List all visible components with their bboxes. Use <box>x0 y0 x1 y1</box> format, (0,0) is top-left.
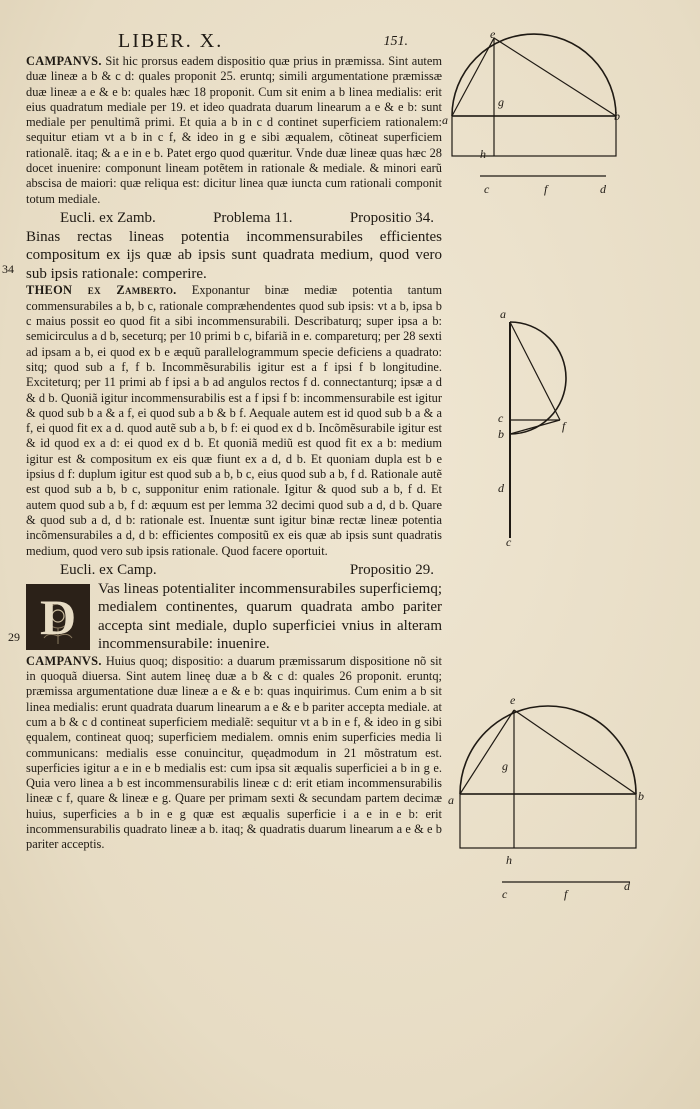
fig3-label-e: e <box>510 693 516 707</box>
running-head: LIBER. X. <box>118 30 224 52</box>
folio-number: 151. <box>383 34 408 49</box>
proposition-statement-34: Binas rectas lineas potentia incommensurabiles efficientes compositum ex ijs quæ ab ipsis sunt quadrata medium, quod vero sub ipsis rationale: comperire. <box>26 228 442 282</box>
margin-number-29: 29 <box>8 630 20 644</box>
fig2-label-f: f <box>562 419 566 433</box>
fig2-label-c-lower: c <box>506 535 512 548</box>
campanus-commentary-1: CAMPANVS. Sit hic prorsus eadem dispositio quæ prius in præmissa. Sint autem duæ lineæ a b & c d: quales proponit 25. eruntq; simili argumentatione præmissæ duæ lineæ a e & e b: quales hæc 18 proponit. Cum sit enim a b linea medialis: erit eius quadratum mediale per 19. et ideo quadrata duarum linearum a e & e b: sunt mediale per penultimã primi. Et quia a b in c d continet superficiem rationalem: sequitur etiam vt a b in c f, & ideo in g e sibi æqualem, cõtineat superficiem rationalẽ. itaq; & a e in e b. Patet ergo quod quæritur. Vnde duæ lineæ quas hæc 28 docet inuenire: componunt lineam potẽtem in rationale & mediale. & minori earũ abscisa de maiori: quæ reliqua est: dicitur linea quæ iuncta cum rationali componit totum mediale. <box>26 54 442 206</box>
fig3-label-f: f <box>564 887 568 901</box>
margin-number-34: 34 <box>2 262 14 276</box>
section-heading-problema: Eucli. ex Zamb. Problema 11. Propositio 34. <box>60 209 434 226</box>
geometric-figure-2 <box>490 308 590 548</box>
fig3-label-c: c <box>502 887 508 901</box>
section-heading-propositio-29: Eucli. ex Camp. Propositio 29. <box>60 561 434 578</box>
theon-commentary: THEON ex Zamberto. Exponantur binæ mediæ potentia tantum commensurabiles a b, b c, rationale compræhendentes quod sub ipsis: vt a b, ipsa b c maius possit eo quod fit a sibi incommensurabili. Describaturq; super ipsa a b: semicirculus a d b, seceturq; per 10 primi b c, bifariã in e. compareturq; per 28 sexti ad ipsam a b, ei quod ex b e æquũ parallelogrammum specie deficiens a quadrato: sitq; quod sub a f, f b. Incommẽsurabilis igitur est a f ipsi f b longitudine. Exciteturq; per 11 primi ab f ipsi a b ad angulos rectos f d. connectanturq; ipsæ a d & d b. Quoniã igitur incommensurabilis est a f ipsi f b: incommensurabile est igitur & quod sub b a & a f, ei quod sub a b & b f. Aequale autem est id quod sub b a & a f, ei quod fit ex a d. quod autẽ sub a b, b f: ei quod ex d b. Incõmẽsurabile igitur est & id quod ex a d: ei quod ex d b. Et quoniã mediũ est quod fit ex a b: medium igitur est & compositum ex eis quæ fiunt ex a d, d b. Et quoniam dupla est b e ipsius d f: duplum igitur est quod sub a b, b c, eius quod sub a b, f d. Rationale autẽ est quod sub a b, b c, supponitur enim rationale. Igitur & quod sub a b, f d. Et autem quod sub a b, f d: æquum est per lemma 32 decimi quod sub a d, d b. Quare & quod sub a d, d b: rationale est. Inuentæ sunt igitur binæ rectæ lineæ potentia incõmensurabiles a d, d b: efficientes compositũ ex eis quæ ab ipsis sunt quadratis medium, quod vero sub ipsis rationale. Quod facere oportuit. <box>26 283 442 558</box>
text-column <box>26 54 442 853</box>
fig3-label-g: g <box>502 759 508 773</box>
campanus-commentary-2: CAMPANVS. Huius quoq; dispositio: a duarum præmissarum dispositione nõ sit in quoquã diuersa. Sint autem lineę duæ a b & c d: quales 26 proponit. eruntq; præmissa argumentatione duæ lineæ a e & e b: quas inquirimus. Cum enim a b sit linea medialis: erunt quadrata duarum linearum a e & e b pariter accepta mediale. at cum a b & c d contineat superficiem medialẽ: sequitur vt a b in e f, & ideo in g sibi ęqualem, contineat quoq; superficiem medialem. omnis enim superficies media li communicans: medialis esse conuincitur, quęadmodum in 21 mõstratum est. superficies igitur a e in e b medialis est: cum ipsa sit æqualis superficiei a b in g e. Quia vero linea a b est incommensurabilis lineæ c d: erit etiam incommensurabilis lineæ c f, quare & lineæ e g. Quare per primam sexti & secundam partem decimæ huius, superficies a b in e g quæ est æqualis superficie i a e in e b: erit incommensurabilis quadrato lineæ a b. itaq; & quadratis duarum linearum a e & e b pariter acceptis. <box>26 653 442 852</box>
fig2-label-b: b <box>498 427 504 441</box>
fig3-label-d: d <box>624 879 630 893</box>
fig1-label-g: g <box>498 95 504 109</box>
fig1-label-e: e <box>490 28 496 41</box>
fig1-label-b: b <box>614 109 620 123</box>
fig3-label-a: a <box>448 793 454 807</box>
fig2-label-a: a <box>500 308 506 321</box>
fig1-label-f: f <box>544 182 548 196</box>
fig1-label-c: c <box>484 182 490 196</box>
proposition-statement-29: D Vas lineas potentialiter incommensurabiles superficiemq; medialem continentes, quarum quadrata ambo pariter accepta sint mediale, duplo superficiei vnius in alteram incommensurabile: inuenire. <box>26 580 442 654</box>
decorated-initial: D <box>26 584 90 650</box>
fig3-label-h: h <box>506 853 512 867</box>
fig1-label-a: a <box>442 113 448 127</box>
geometric-figure-3 <box>440 690 650 910</box>
fig2-label-d: d <box>498 481 504 495</box>
fig2-label-c-upper: c <box>498 411 504 425</box>
fig3-label-b: b <box>638 789 644 803</box>
fig1-label-d: d <box>600 182 606 196</box>
fig1-label-h: h <box>480 147 486 161</box>
geometric-figure-1 <box>440 28 630 208</box>
